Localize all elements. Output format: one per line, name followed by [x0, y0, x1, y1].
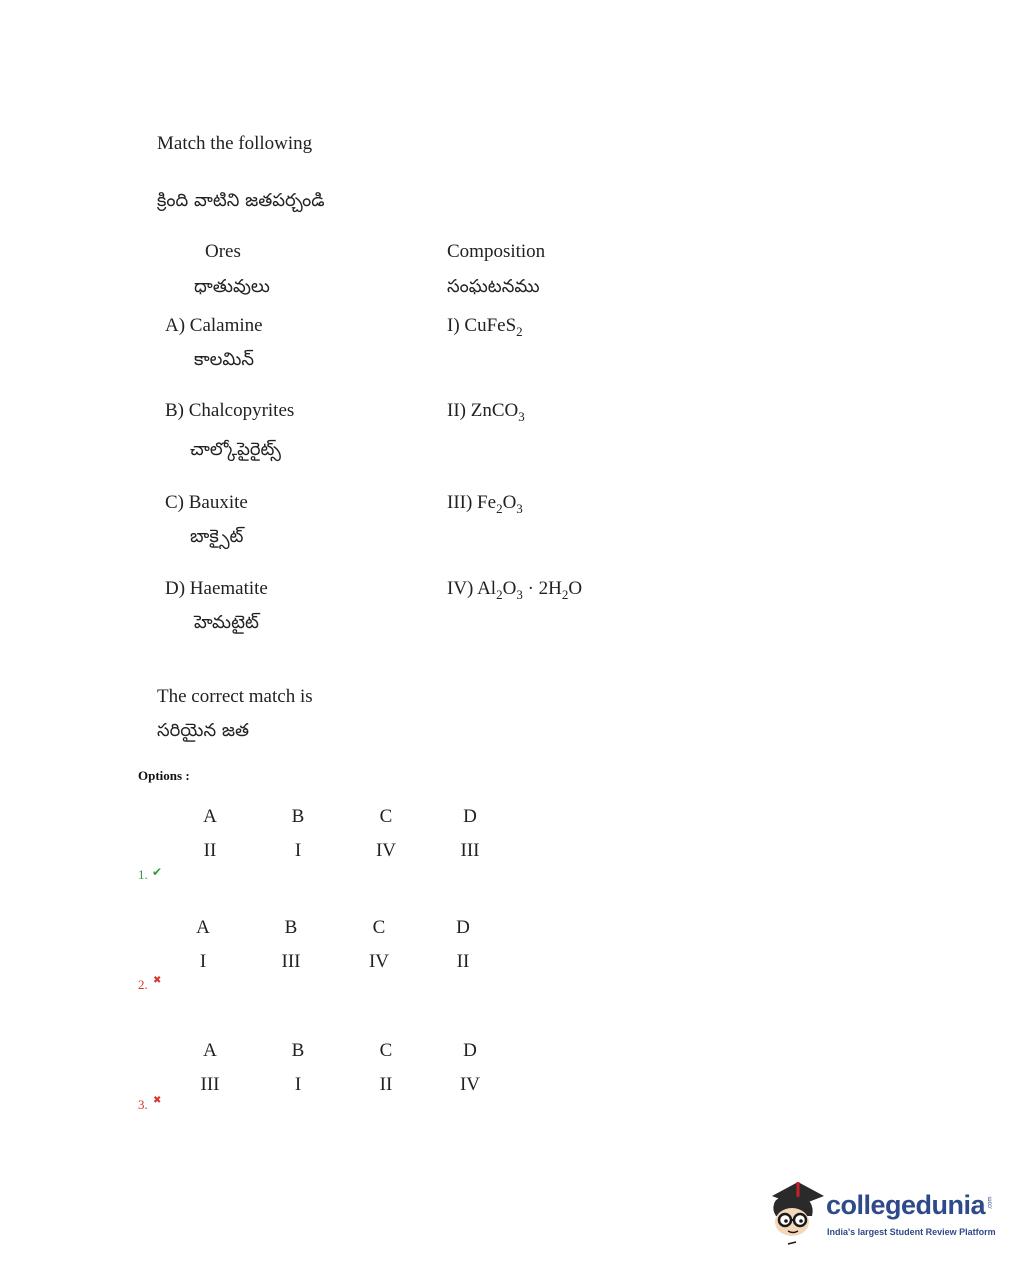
ore-item-a: A) Calamine — [165, 315, 263, 336]
option-header: D — [463, 1040, 477, 1061]
option-header: A — [196, 917, 210, 938]
ore-item-d: D) Haematite — [165, 578, 268, 599]
option-header: D — [456, 917, 470, 938]
column-header-ores-telugu: ధాతువులు — [194, 276, 270, 297]
logo-domain: .com — [987, 1196, 994, 1210]
logo-tagline: India's largest Student Review Platform — [827, 1227, 996, 1237]
composition-item-4: IV) $Al_2O_3 \cdot 2H_2O$ — [447, 578, 583, 602]
ore-item-c: C) Bauxite — [165, 492, 248, 513]
option-value: III — [200, 1074, 220, 1095]
ore-item-d-telugu: హెమటైట్ — [194, 612, 259, 633]
ore-item-a-telugu: కాలమిన్ — [194, 349, 255, 370]
option-value: I — [199, 951, 207, 972]
ore-item-b-telugu: చాల్కోపైరైట్స్ — [190, 439, 281, 460]
option-number: 1. — [138, 867, 148, 882]
composition-item-3: III) $Fe_2O_3$ — [447, 492, 523, 516]
question-title: Match the following — [157, 133, 313, 154]
option-value: III — [460, 840, 480, 861]
question-prompt: The correct match is — [157, 686, 313, 707]
option-header: C — [379, 1040, 393, 1061]
option-number: 3. — [138, 1097, 148, 1112]
ore-item-c-telugu: బాక్సైట్ — [190, 526, 244, 547]
option-header: C — [372, 917, 386, 938]
option-header: C — [379, 806, 393, 827]
column-header-ores: Ores — [205, 241, 241, 262]
composition-item-1: I) CuFeS$_2$ — [447, 315, 523, 339]
check-icon: ✔ — [152, 865, 163, 879]
option-value: IV — [459, 1074, 481, 1095]
option-value: II — [379, 1074, 393, 1095]
option-value: II — [456, 951, 470, 972]
option-header: B — [291, 806, 305, 827]
option-number: 2. — [138, 977, 148, 992]
option-header: A — [203, 806, 217, 827]
options-label: Options : — [138, 768, 190, 783]
option-value: II — [203, 840, 217, 861]
question-prompt-telugu: సరియైన జత — [157, 720, 249, 741]
collegedunia-logo[interactable] — [766, 1178, 996, 1248]
mascot-icon — [766, 1178, 826, 1246]
option-value: I — [294, 1074, 302, 1095]
logo-wordmark: collegedunia — [826, 1190, 986, 1220]
option-value: IV — [375, 840, 397, 861]
option-header: A — [203, 1040, 217, 1061]
cross-icon: ✖ — [153, 975, 162, 986]
composition-item-2: II) ZnCO$_3$ — [447, 400, 525, 424]
cross-icon: ✖ — [153, 1095, 162, 1106]
option-header: B — [284, 917, 298, 938]
option-header: B — [291, 1040, 305, 1061]
option-header: D — [463, 806, 477, 827]
option-value: IV — [368, 951, 390, 972]
option-value: III — [281, 951, 301, 972]
question-title-telugu: క్రింది వాటిని జతపర్చండి — [157, 190, 325, 211]
column-header-composition: Composition — [447, 241, 546, 262]
ore-item-b: B) Chalcopyrites — [165, 400, 295, 421]
column-header-composition-telugu: సంఘటనము — [447, 276, 540, 297]
option-value: I — [294, 840, 302, 861]
